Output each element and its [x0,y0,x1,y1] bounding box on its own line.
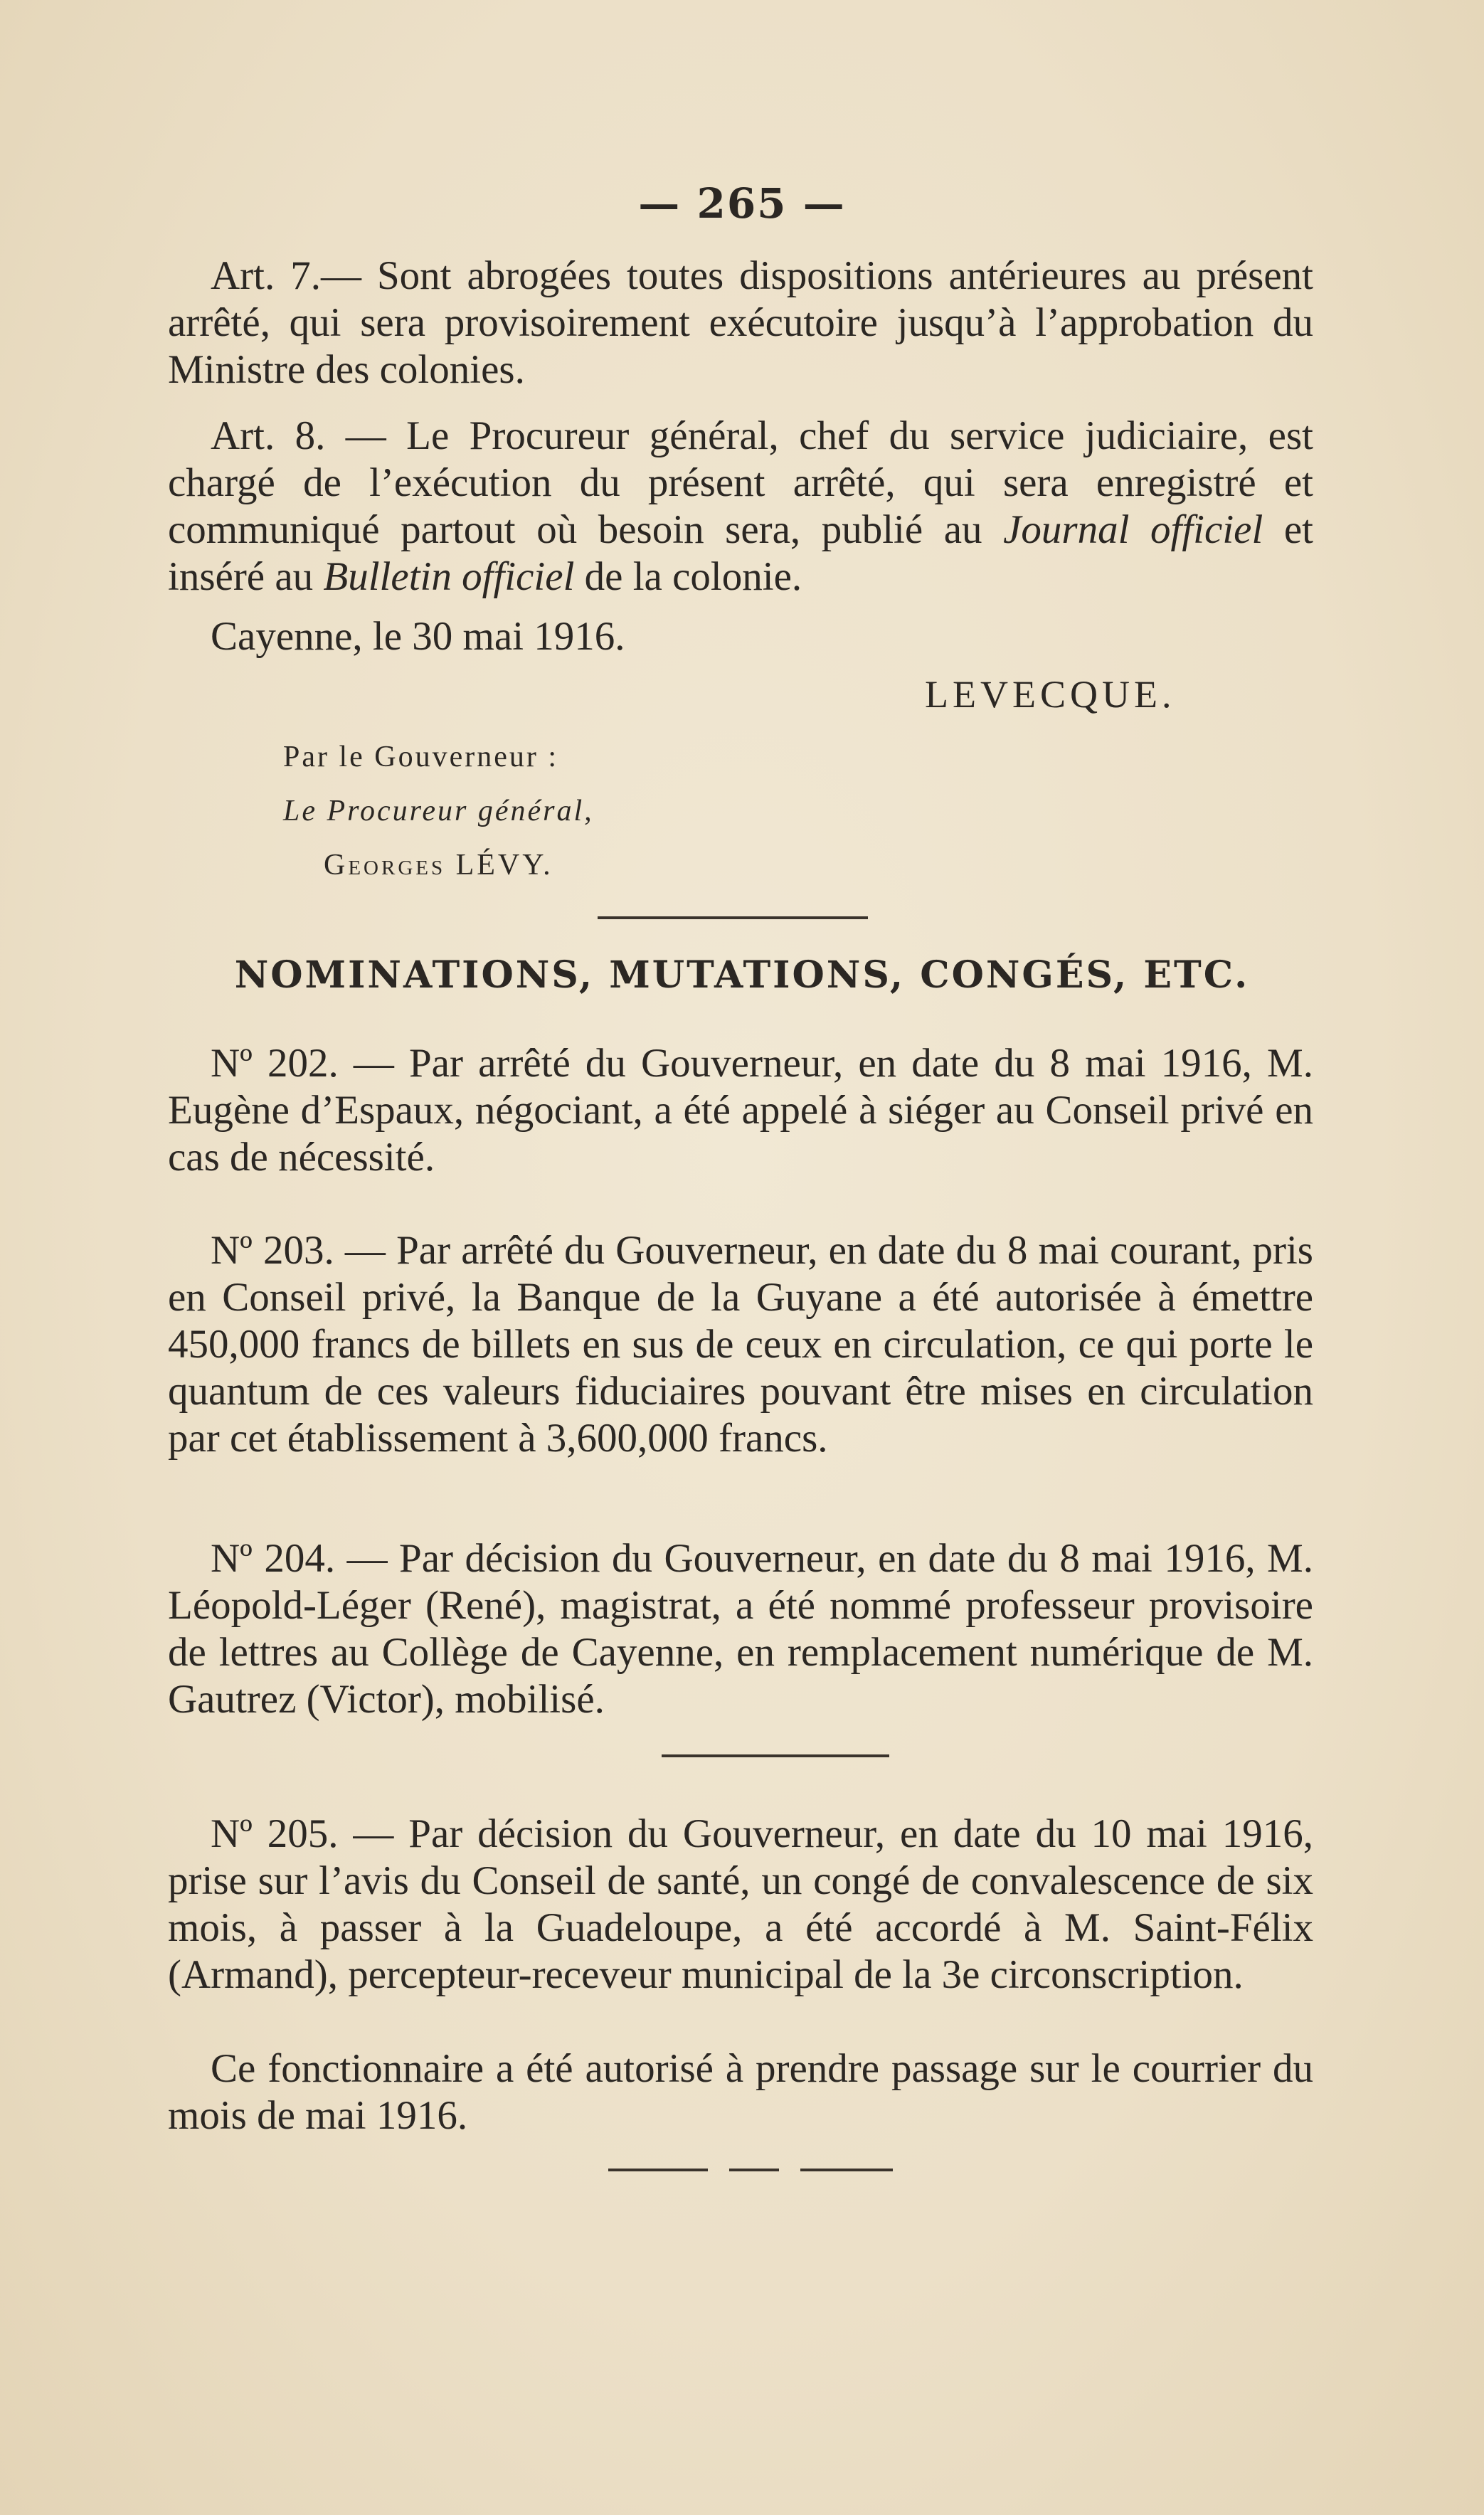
article-8 [168,413,1313,600]
article-8-end: de la colonie. [574,554,802,599]
signatory-line-2: Le Procureur général, [283,795,594,827]
rule-dash [729,2169,779,2171]
article-8-text: Art. 8. — Le Procureur général, chef du service judiciaire, est chargé de l’exécution du présent arrêté, qui sera enregistré et communiqué partout où besoin sera, publié au [168,413,1313,552]
page-number: — 265 — [638,179,846,228]
signatory-line-3: Georges LÉVY. [324,849,553,881]
divider-rule-top [598,916,868,919]
divider-rule-bottom [608,2169,893,2171]
date-line: Cayenne, le 30 mai 1916. [211,614,625,659]
article-8-middle: et inséré au [168,507,1313,599]
signature-governor: LEVECQUE. [925,673,1176,716]
entry-202: Nº 202. — Par arrêté du Gouverneur, en date du 8 mai 1916, M. Eugène d’Espaux, négociant, a été appelé à siéger au Conseil privé en cas de nécessité. [168,1041,1313,1180]
rule-dash [800,2169,893,2171]
section-title: NOMINATIONS, MUTATIONS, CONGÉS, ETC. [234,953,1250,997]
journal-officiel: Journal officiel [1003,507,1263,552]
article-7: Art. 7.— Sont abrogées toutes dispositions antérieures au présent arrêté, qui sera provisoirement exécutoire jusqu’à l’approbation du Ministre des colonies. [168,253,1313,392]
entry-205-followup: Ce fonctionnaire a été autorisé à prendre passage sur le courrier du mois de mai 1916. [168,2046,1313,2138]
signatory-line-1: Par le Gouverneur : [283,741,559,773]
rule-dash [608,2169,708,2171]
entry-203: Nº 203. — Par arrêté du Gouverneur, en date du 8 mai courant, pris en Conseil privé, la Banque de la Guyane a été autorisée à émettre 450,000 francs de billets en sus de ceux en circulation, ce qui porte le quantum de ces valeurs fiduciaires pouvant être mises en circulation par cet établissement à 3,600,000 francs. [168,1228,1313,1461]
entry-205: Nº 205. — Par décision du Gouverneur, en date du 10 mai 1916, prise sur l’avis du Conseil de santé, un congé de convalescence de six mois, à passer à la Guadeloupe, a été accordé à M. Saint-Félix (Armand), percepteur-receveur municipal de la 3e circonscription. [168,1811,1313,1997]
entry-204: Nº 204. — Par décision du Gouverneur, en date du 8 mai 1916, M. Léopold-Léger (René), magistrat, a été nommé professeur provisoire de lettres au Collège de Cayenne, en remplacement numérique de M. Gautrez (Victor), mobilisé. [168,1536,1313,1722]
bulletin-officiel: Bulletin officiel [323,554,575,599]
divider-rule-middle [662,1754,889,1757]
